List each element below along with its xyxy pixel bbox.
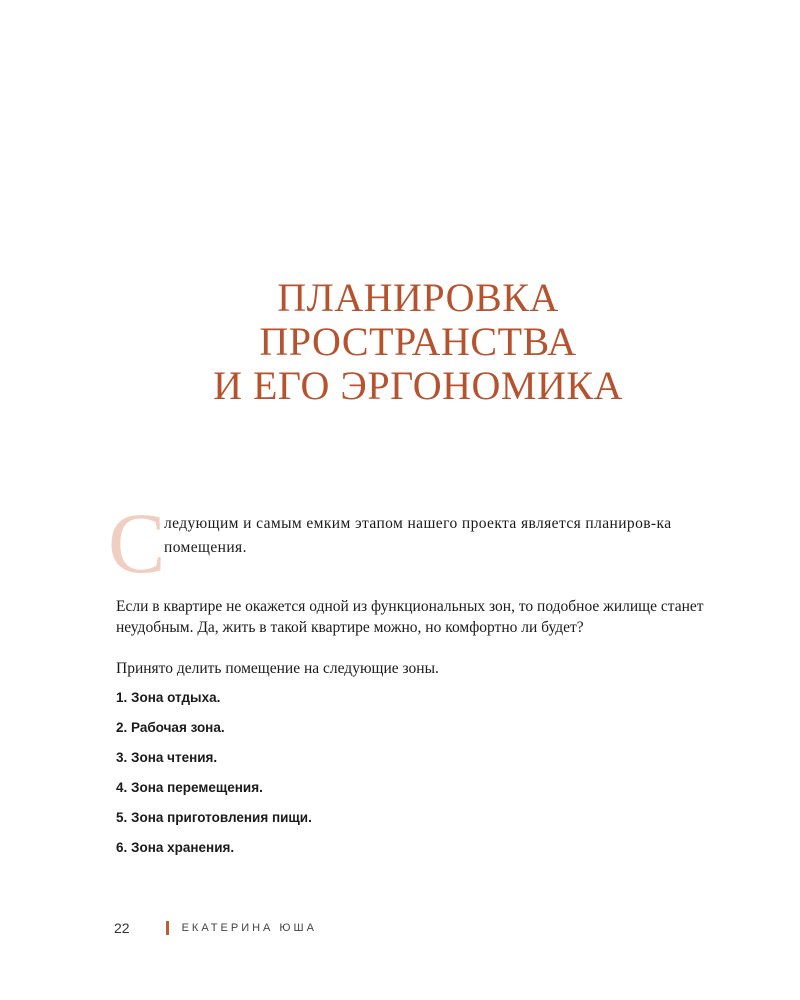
page-number: 22 <box>114 920 130 936</box>
drop-cap: С <box>108 495 166 591</box>
chapter-title <box>0 276 800 408</box>
list-item: 2. Рабочая зона. <box>116 720 225 735</box>
zone-list <box>116 687 312 867</box>
list-item: 6. Зона хранения. <box>116 840 235 855</box>
intro-paragraph: ледующим и самым емким этапом нашего проекта является планиров-ка помещения. <box>164 515 672 556</box>
list-item: 1. Зона отдыха. <box>116 690 221 705</box>
author-name: ЕКАТЕРИНА ЮША <box>181 922 317 934</box>
list-item: 4. Зона перемещения. <box>116 780 263 795</box>
footer-divider <box>166 921 169 935</box>
body-paragraph: Если в квартире не окажется одной из функциональных зон, то подобное жилище станет неудобным. Да, жить в такой квартире можно, но комфортно ли будет? <box>116 598 704 636</box>
title-line: И ЕГО ЭРГОНОМИКА <box>213 363 623 408</box>
body-paragraph: Принято делить помещение на следующие зоны. <box>116 660 439 677</box>
title-line: ПЛАНИРОВКА <box>277 275 559 320</box>
page-footer <box>114 916 317 940</box>
list-item: 5. Зона приготовления пищи. <box>116 810 312 825</box>
title-line: ПРОСТРАНСТВА <box>259 319 577 364</box>
list-item: 3. Зона чтения. <box>116 750 218 765</box>
